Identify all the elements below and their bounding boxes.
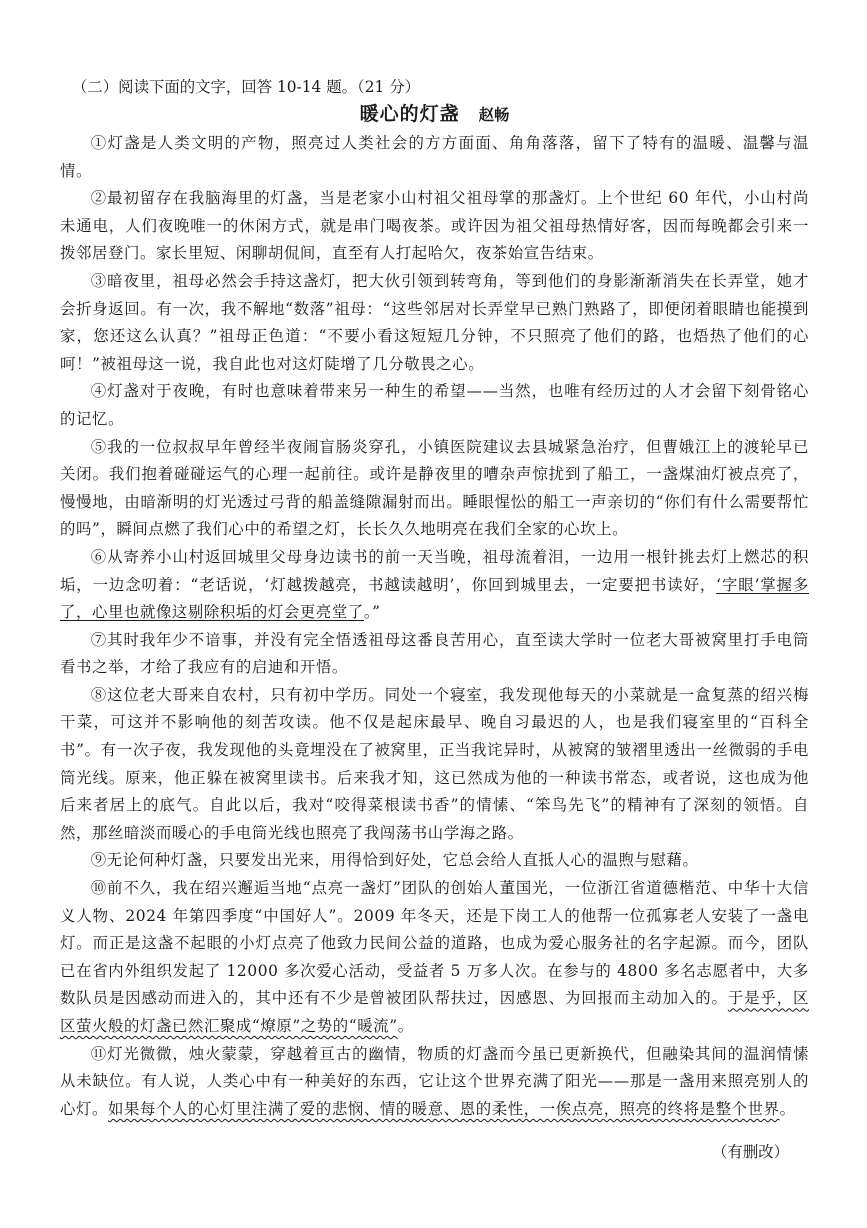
paragraph-11	[60, 1041, 809, 1124]
article-title: 暖心的灯盏	[359, 103, 460, 125]
paragraph-4: ④灯盏对于夜晚，有时也意味着带来另一种生的希望——当然，也唯有经历过的人才会留下刻骨铭心的记忆。	[60, 382, 809, 428]
paragraph-11-underlined-sentence: 如果每个人的心灯里注满了爱的悲悯、情的暖意、恩的柔性，一俟点亮，照亮的终将是整个世界	[107, 1099, 780, 1118]
paragraph-5: ⑤我的一位叔叔早年曾经半夜闹盲肠炎穿孔，小镇医院建议去县城紧急治疗，但曹娥江上的渡轮早已关闭。我们抱着碰碰运气的心理一起前往。或许是静夜里的嘈杂声惊扰到了船工，一盏煤油灯被点亮了，慢慢地，由暗渐明的灯光透过弓背的船盖缝隙漏射而出。睡眼惺忪的船工一声亲切的“你们有什么需要帮忙的吗”，瞬间点燃了我们心中的希望之灯，长长久久地明亮在我们全家的心坎上。	[60, 437, 809, 539]
paragraph-1: ①灯盏是人类文明的产物，照亮过人类社会的方方面面、角角落落，留下了特有的温暖、温馨与温情。	[60, 134, 809, 180]
paragraph-10-tail: 。	[397, 1017, 414, 1035]
paragraph-6-text: ⑥从寄养小山村返回城里父母身边读书的前一天当晚，祖母流着泪，一边用一根针挑去灯上燃芯的积垢，一边念叨着：“老话说，‘灯越拨越亮，书越读越明’，你回到城里去，一定要把书读好，	[60, 547, 809, 594]
paragraph-11-text: ⑪灯光微微，烛火蒙蒙，穿越着亘古的幽情，物质的灯盏而今虽已更新换代，但融染其间的温润情愫从未缺位。有人说，人类心中有一种美好的东西，它让这个世界充满了阳光——那是一盏用来照亮别人的心灯。	[60, 1044, 809, 1118]
paragraph-10-underlined-sentence: 于是乎，区区萤火般的灯盏已然汇聚成“燎原”之势的“暖流”	[60, 989, 809, 1035]
paragraph-8: ⑧这位老大哥来自农村，只有初中学历。同处一个寝室，我发现他每天的小菜就是一盒复蒸的绍兴梅干菜，可这并不影响他的刻苦攻读。他不仅是起床最早、晚自习最迟的人，也是我们寝室里的“百科全书”。有一次子夜，我发现他的头竟埋没在了被窝里，正当我诧异时，从被窝的皱褶里透出一丝微弱的手电筒光线。原来，他正躲在被窝里读书。后来我才知，这已然成为他的一种读书常态，或者说，这也成为他后来者居上的底气。自此以后，我对“咬得菜根读书香”的情愫、“笨鸟先飞”的精神有了深刻的领悟。自然，那丝暗淡而暖心的手电筒光线也照亮了我闯荡书山学海之路。	[60, 685, 809, 842]
article-author: 赵畅	[478, 106, 510, 124]
paragraph-6-tail: 。”	[363, 603, 381, 622]
source-note: （有删改）	[712, 1143, 789, 1161]
paragraph-6-underlined-sentence: ‘字眼’掌握多了，心里也就像这剔除积垢的灯会更亮堂了	[60, 575, 809, 622]
paragraph-10-text: ⑩前不久，我在绍兴邂逅当地“点亮一盏灯”团队的创始人董国光，一位浙江省道德楷范、中华十大信义人物、2024 年第四季度“中国好人”。2009 年冬天，还是下岗工人的他帮一位孤寡老人安装了一盏电灯。而正是这盏不起眼的小灯点亮了他致力民间公益的道路，也成为爱心服务社的名字起源。而今，团队已在省内外组织发起了 12000 多次爱心活动，受益者 5 万多人次。在参与的 4800 多名志愿者中，大多数队员是因感动而进入的，其中还有不少是曾被团队帮扶过，因感恩、为回报而主动加入的。	[60, 879, 809, 1008]
paragraph-9: ⑨无论何种灯盏，只要发出光来，用得恰到好处，它总会给人直抵人心的温煦与慰藉。	[90, 851, 699, 870]
paragraph-7: ⑦其时我年少不谙事，并没有完全悟透祖母这番良苦用心，直至读大学时一位老大哥被窝里打手电筒看书之举，才给了我应有的启迪和开悟。	[60, 630, 809, 677]
paragraph-10	[60, 875, 809, 1041]
paragraph-6	[60, 544, 809, 627]
article-title-line	[60, 101, 809, 128]
paragraph-11-tail: 。	[779, 1099, 796, 1118]
section-heading: （二）阅读下面的文字，回答 10-14 题。（21 分）	[72, 78, 420, 96]
paragraph-2: ②最初留存在我脑海里的灯盏，当是老家小山村祖父祖母掌的那盏灯。上个世纪 60 年代，小山村尚未通电，人们夜晚唯一的休闲方式，就是串门喝夜茶。或许因为祖父祖母热情好客，因而每晚都会引来一拨邻居登门。家长里短、闲聊胡侃间，直至有人打起哈欠，夜茶始宣告结束。	[60, 189, 809, 263]
paragraph-3: ③暗夜里，祖母必然会手持这盏灯，把大伙引领到转弯角，等到他们的身影渐渐消失在长弄堂，她才会折身返回。有一次，我不解地“数落”祖母：“这些邻居对长弄堂早已熟门熟路了，即便闭着眼睛也能摸到家，您还这么认真？”祖母正色道：“不要小看这短短几分钟，不只照亮了他们的路，也焐热了他们的心呵！”被祖母这一说，我自此也对这灯陡增了几分敬畏之心。	[60, 271, 809, 373]
